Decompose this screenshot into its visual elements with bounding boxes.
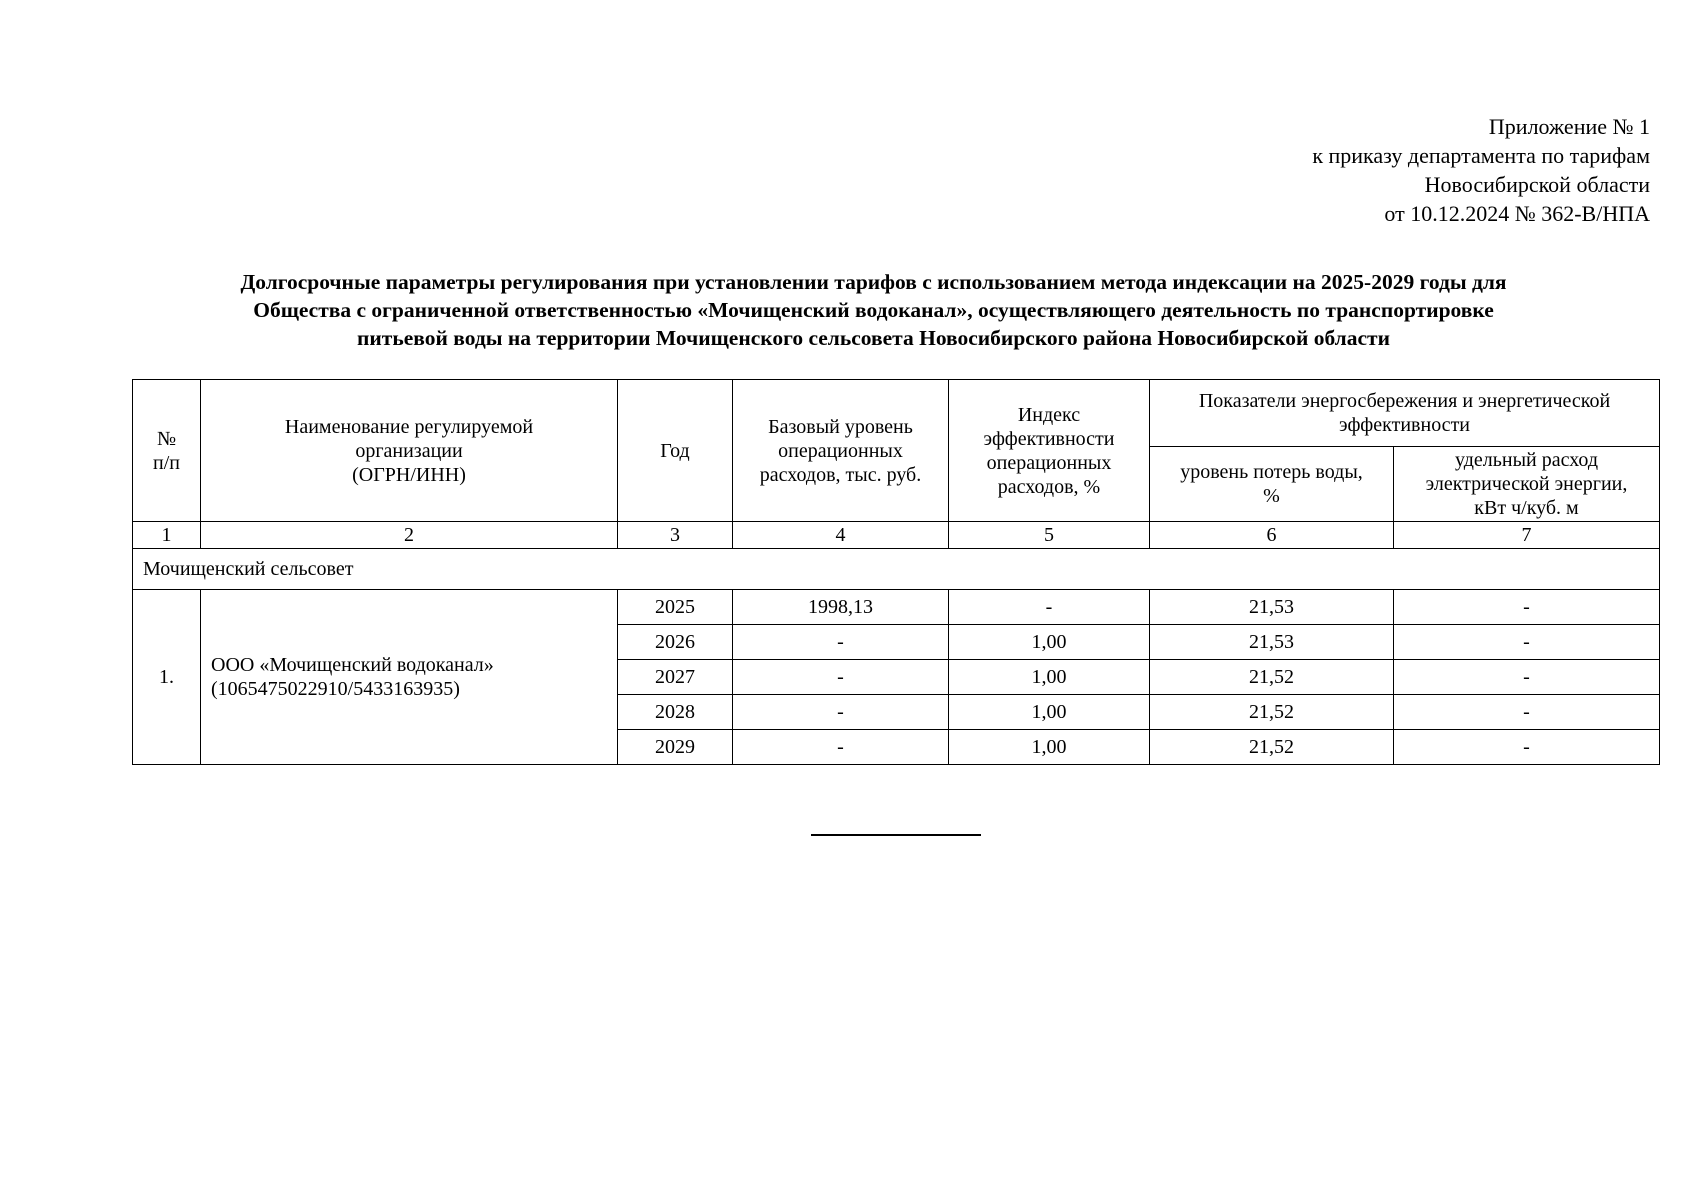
title-line: Общества с ограниченной ответственностью «Мочищенский водоканал», осуществляющего деятельность по транспортировке: [253, 298, 1494, 322]
column-number: 1: [133, 522, 201, 549]
column-numbers-row: [133, 522, 1660, 549]
header-efficiency-index: Индекс эффективности операционных расходов, %: [949, 380, 1150, 522]
base-opex-cell: -: [733, 625, 949, 660]
section-row: [133, 549, 1660, 590]
header-water-loss: уровень потерь воды, %: [1150, 447, 1394, 522]
column-number: 7: [1394, 522, 1660, 549]
regulation-parameters-table: [132, 379, 1660, 765]
document-title: [132, 268, 1615, 352]
year-cell: 2028: [618, 695, 733, 730]
title-line: Долгосрочные параметры регулирования при установлении тарифов с использованием метода индексации на 2025-2029 годы для: [240, 270, 1507, 294]
appendix-region: Новосибирской области: [1424, 172, 1650, 197]
efficiency-index-cell: 1,00: [949, 660, 1150, 695]
column-number: 6: [1150, 522, 1394, 549]
title-line: питьевой воды на территории Мочищенского сельсовета Новосибирского района Новосибирской области: [357, 326, 1390, 350]
water-loss-cell: 21,53: [1150, 590, 1394, 625]
end-separator-line: [811, 834, 981, 836]
base-opex-cell: -: [733, 660, 949, 695]
power-consumption-cell: -: [1394, 590, 1660, 625]
water-loss-cell: 21,52: [1150, 695, 1394, 730]
efficiency-index-cell: -: [949, 590, 1150, 625]
header-base-opex: Базовый уровень операционных расходов, тыс. руб.: [733, 380, 949, 522]
water-loss-cell: 21,52: [1150, 730, 1394, 765]
entry-number: 1.: [133, 590, 201, 765]
column-number: 5: [949, 522, 1150, 549]
column-number: 2: [201, 522, 618, 549]
organization-name: ООО «Мочищенский водоканал»: [211, 654, 494, 676]
base-opex-cell: -: [733, 695, 949, 730]
header-row: [133, 380, 1660, 447]
header-org: Наименование регулируемой организации (ОГРН/ИНН): [201, 380, 618, 522]
column-number: 3: [618, 522, 733, 549]
header-year: Год: [618, 380, 733, 522]
column-number: 4: [733, 522, 949, 549]
year-cell: 2027: [618, 660, 733, 695]
year-cell: 2029: [618, 730, 733, 765]
section-title: Мочищенский сельсовет: [133, 549, 1660, 590]
appendix-number: Приложение № 1: [1488, 114, 1650, 139]
organization-ids: (1065475022910/5433163935): [211, 678, 460, 700]
appendix-date-number: от 10.12.2024 № 362-В/НПА: [1384, 201, 1650, 226]
efficiency-index-cell: 1,00: [949, 625, 1150, 660]
base-opex-cell: -: [733, 730, 949, 765]
appendix-order-ref: к приказу департамента по тарифам: [1312, 143, 1650, 168]
power-consumption-cell: -: [1394, 660, 1660, 695]
water-loss-cell: 21,52: [1150, 660, 1394, 695]
header-energy-group: Показатели энергосбережения и энергетической эффективности: [1150, 380, 1660, 447]
base-opex-cell: 1998,13: [733, 590, 949, 625]
year-cell: 2025: [618, 590, 733, 625]
year-cell: 2026: [618, 625, 733, 660]
header-power-consumption: удельный расход электрической энергии, кВт ч/куб. м: [1394, 447, 1660, 522]
power-consumption-cell: -: [1394, 730, 1660, 765]
efficiency-index-cell: 1,00: [949, 695, 1150, 730]
water-loss-cell: 21,53: [1150, 625, 1394, 660]
appendix-reference: [1312, 112, 1650, 228]
power-consumption-cell: -: [1394, 625, 1660, 660]
header-num: № п/п: [133, 380, 201, 522]
table-row: [133, 590, 1660, 625]
power-consumption-cell: -: [1394, 695, 1660, 730]
efficiency-index-cell: 1,00: [949, 730, 1150, 765]
organization-cell: [201, 590, 618, 765]
